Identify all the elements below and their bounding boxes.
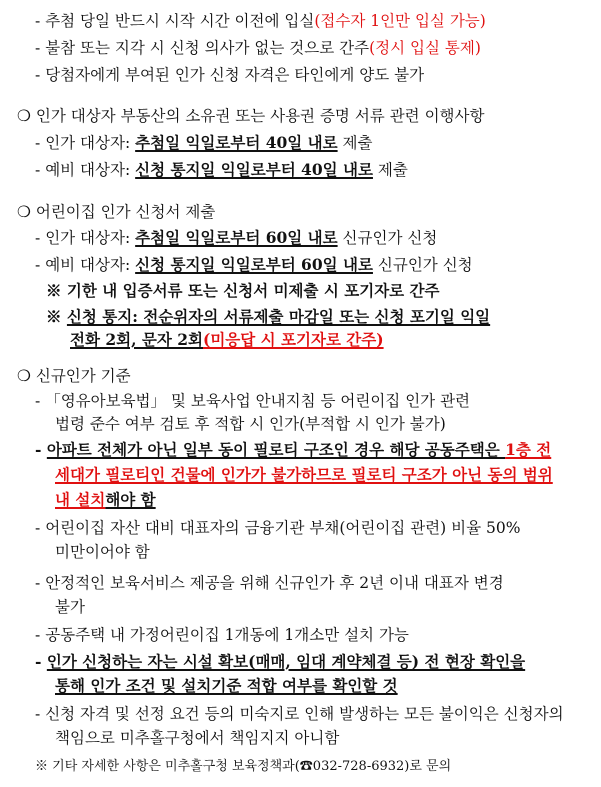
notification-note-line-2 [70, 330, 384, 350]
criteria-text: 안정적인 보육서비스 제공을 위해 신규인가 후 2년 이내 대표자 변경 [45, 574, 504, 592]
notification-note-text: 신청 통지: 전순위자의 서류제출 마감일 또는 신청 포기일 익일 [66, 307, 491, 326]
criteria-representative-line [35, 573, 504, 593]
dash-marker: - [35, 12, 41, 30]
section-title: 어린이집 인가 신청서 제출 [35, 203, 216, 221]
dash-marker: - [35, 229, 41, 247]
criteria-text: 불가 [55, 598, 85, 616]
application-target-line [35, 228, 437, 248]
criteria-site-check-line [35, 652, 525, 672]
bullet-icon: ❍ [17, 203, 31, 221]
absence-rule-note: (정시 입실 통제) [369, 39, 481, 57]
criteria-text: 책임으로 미추홀구청에서 책임지지 아니함 [55, 729, 340, 747]
dash-marker: - [35, 392, 41, 410]
application-reserve-line [35, 255, 473, 275]
criteria-text: 공동주택 내 가정어린이집 1개동에 1개소만 설치 가능 [45, 626, 409, 644]
criteria-text: 신청 자격 및 선정 요건 등의 미숙지로 인해 발생하는 모든 불이익은 신청자의 [45, 705, 564, 723]
attendance-rule-text: 추첨 당일 반드시 시작 시간 이전에 입실 [45, 12, 315, 30]
reference-mark-icon: ※ [46, 307, 62, 326]
criteria-text: 어린이집 자산 대비 대표자의 금융기관 부채(어린이집 관련) 비율 50% [45, 519, 521, 537]
criteria-piloti-line [35, 440, 551, 460]
label-text: 제출 [337, 134, 373, 152]
dash-marker: - [35, 440, 42, 459]
criteria-piloti-line-3 [55, 490, 156, 510]
notification-warning-text: (미응답 시 포기자로 간주) [203, 330, 384, 349]
deadline-text: 추첨일 익일로부터 40일 내로 [135, 133, 338, 152]
criteria-piloti-line-2 [55, 465, 553, 485]
label-text: 신규인가 신청 [337, 229, 438, 247]
attendance-rule-line [35, 11, 486, 31]
criteria-household-line [35, 625, 409, 645]
criteria-text: 아파트 전체가 아닌 일부 동이 필로티 구조인 경우 해당 공동주택은 [46, 440, 506, 459]
criteria-liability-line-2 [55, 728, 339, 748]
label-text: 예비 대상자: [45, 256, 136, 274]
dash-marker: - [35, 66, 41, 84]
section-title: 인가 대상자 부동산의 소유권 또는 사용권 증명 서류 관련 이행사항 [35, 107, 485, 125]
reference-mark-icon: ※ [35, 759, 49, 774]
forfeit-note-text: 기한 내 입증서류 또는 신청서 미제출 시 포기자로 간주 [66, 281, 440, 300]
criteria-liability-line [35, 704, 564, 724]
deadline-text: 신청 통지일 익일로부터 40일 내로 [135, 160, 373, 179]
dash-marker: - [35, 652, 42, 671]
criteria-representative-line-2 [55, 597, 85, 617]
criteria-text: 해야 함 [105, 490, 156, 509]
section-application-title [17, 202, 215, 222]
dash-marker: - [35, 519, 41, 537]
label-text: 예비 대상자: [45, 161, 136, 179]
transfer-rule-line [35, 65, 424, 85]
dash-marker: - [35, 256, 41, 274]
criteria-debt-line-2 [55, 542, 150, 562]
criteria-warning-text: 내 설치 [55, 490, 106, 509]
dash-marker: - [35, 134, 41, 152]
notification-count-text: 전화 2회, 문자 2회 [70, 330, 203, 349]
criteria-law-line-2 [55, 414, 446, 434]
notification-note-line [46, 307, 490, 327]
ownership-reserve-line [35, 160, 408, 180]
criteria-text: 인가 신청하는 자는 시설 확보(매매, 임대 계약체결 등) 전 현장 확인을 [46, 652, 526, 671]
ownership-target-line [35, 133, 372, 153]
label-text: 인가 대상자: [45, 229, 136, 247]
criteria-text: 법령 준수 여부 검토 후 적합 시 인가(부적합 시 인가 불가) [55, 415, 446, 433]
contact-footer [35, 757, 451, 777]
forfeit-note-line [46, 281, 440, 301]
attendance-rule-note: (접수자 1인만 입실 가능) [314, 12, 486, 30]
bullet-icon: ❍ [17, 367, 31, 385]
reference-mark-icon: ※ [46, 281, 62, 300]
criteria-warning-text: 1층 전 [505, 440, 552, 459]
bullet-icon: ❍ [17, 107, 31, 125]
deadline-text: 추첨일 익일로부터 60일 내로 [135, 228, 338, 247]
transfer-rule-text: 당첨자에게 부여된 인가 신청 자격은 타인에게 양도 불가 [45, 66, 425, 84]
section-criteria-title [17, 366, 131, 386]
dash-marker: - [35, 705, 41, 723]
criteria-site-check-line-2 [55, 676, 398, 696]
dash-marker: - [35, 161, 41, 179]
section-ownership-title [17, 106, 484, 126]
label-text: 인가 대상자: [45, 134, 136, 152]
criteria-warning-text: 세대가 필로티인 건물에 인가가 불가하므로 필로티 구조가 아닌 동의 범위 [55, 465, 553, 484]
contact-text: 기타 자세한 사항은 미추홀구청 보육정책과(☎032-728-6932)로 문의 [52, 759, 452, 774]
label-text: 신규인가 신청 [372, 256, 473, 274]
criteria-debt-line [35, 518, 520, 538]
label-text: 제출 [372, 161, 408, 179]
criteria-text: 「영유아보육법」 및 보육사업 안내지침 등 어린이집 인가 관련 [45, 392, 471, 410]
criteria-text: 미만이어야 함 [55, 543, 150, 561]
dash-marker: - [35, 626, 41, 644]
absence-rule-line [35, 38, 481, 58]
criteria-text: 통해 인가 조건 및 설치기준 적합 여부를 확인할 것 [55, 676, 398, 695]
deadline-text: 신청 통지일 익일로부터 60일 내로 [135, 255, 373, 274]
dash-marker: - [35, 39, 41, 57]
section-title: 신규인가 기준 [35, 367, 131, 385]
absence-rule-text: 불참 또는 지각 시 신청 의사가 없는 것으로 간주 [45, 39, 370, 57]
dash-marker: - [35, 574, 41, 592]
criteria-law-line [35, 391, 470, 411]
